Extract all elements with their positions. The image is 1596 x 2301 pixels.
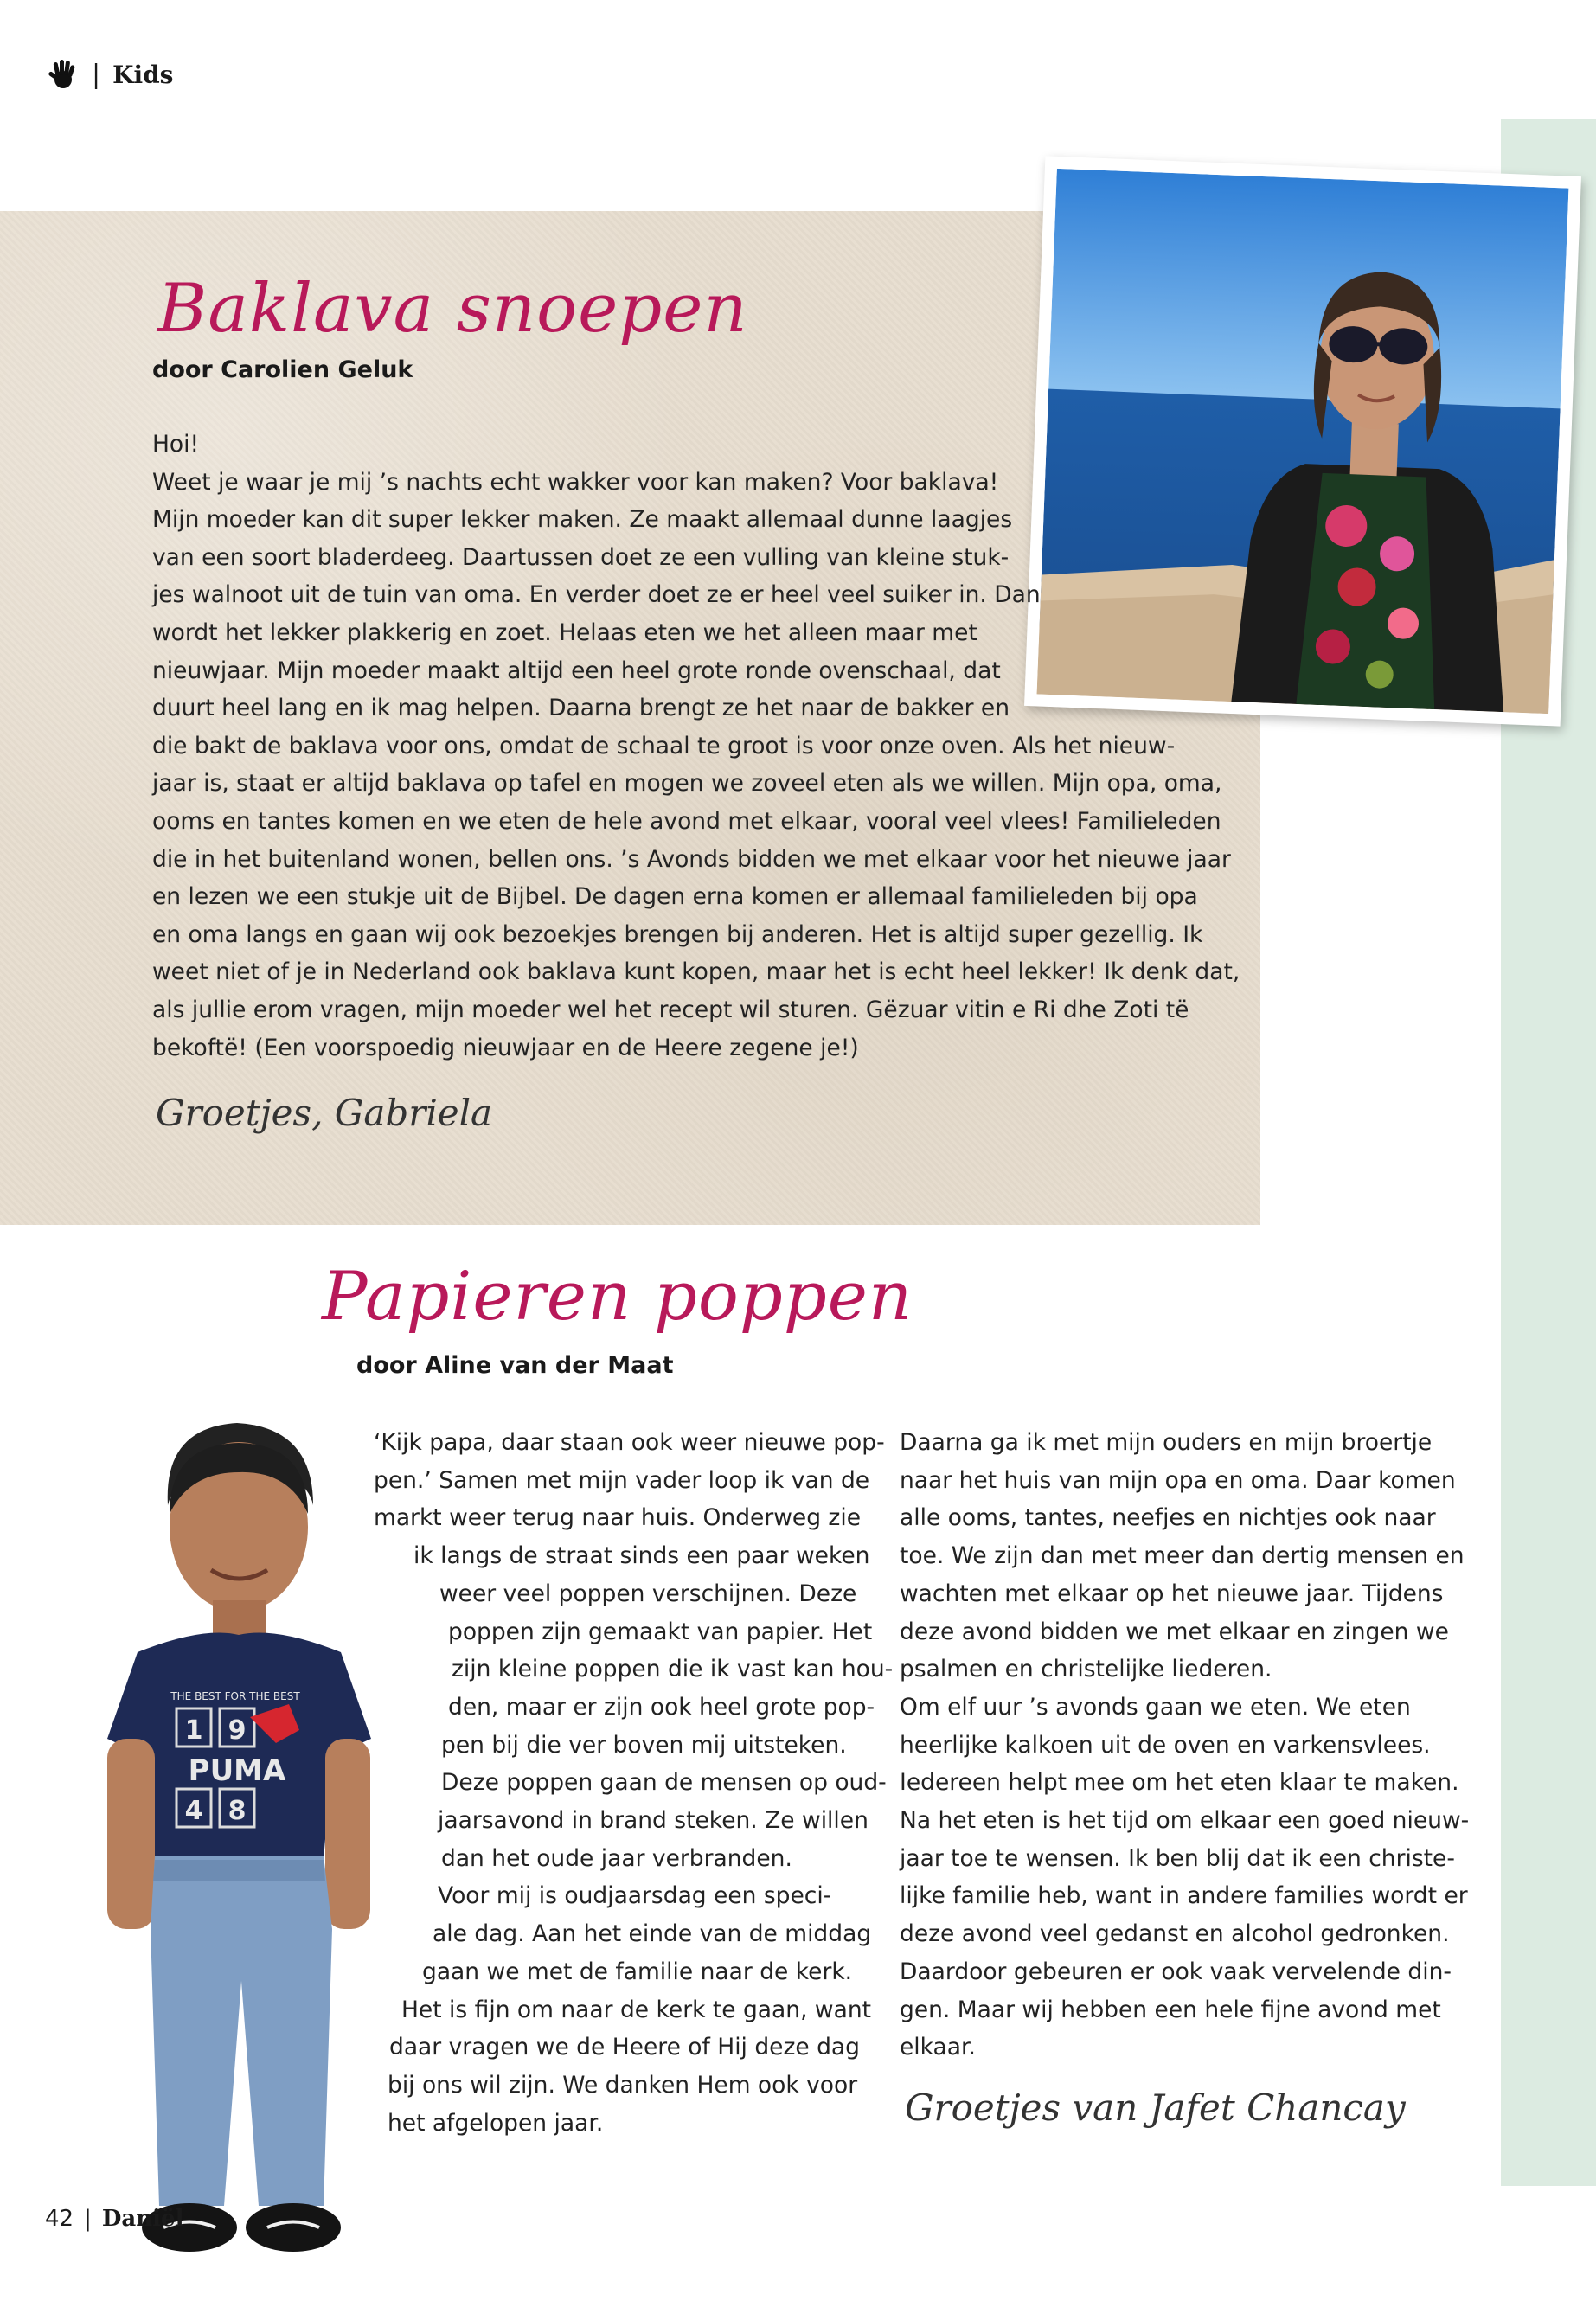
article2-left-line: zijn kleine poppen die ik vast kan hou- — [452, 1656, 894, 1683]
article2-left-line: ‘Kijk papa, daar staan ook weer nieuwe pop- — [374, 1429, 885, 1456]
article2-byline: door Aline van der Maat — [356, 1352, 674, 1379]
article2-right-line: psalmen en christelijke liederen. — [900, 1656, 1272, 1683]
article1-line: ooms en tantes komen en we eten de hele avond met elkaar, vooral veel vlees! Familieleden — [152, 807, 1221, 835]
article1-line: bekoftë! (Een voorspoedig nieuwjaar en de Heere zegene je!) — [152, 1034, 859, 1061]
article1-body — [152, 426, 1242, 1067]
header-separator: | — [92, 59, 101, 90]
article2-signature: Groetjes van Jafet Chancay — [905, 2086, 1406, 2129]
article2-left-line: Voor mij is oudjaarsdag een speci- — [438, 1882, 832, 1910]
article2-right-line: gen. Maar wij hebben een hele fijne avond met — [900, 1996, 1441, 2023]
shirt-brand: PUMA — [188, 1753, 286, 1788]
article2-right-line: heerlijke kalkoen uit de oven en varkensvlees. — [900, 1731, 1431, 1759]
article2-left-line: den, maar er zijn ook heel grote pop- — [448, 1693, 875, 1721]
article2-right-line: alle ooms, tantes, neefjes en nichtjes ook naar — [900, 1504, 1436, 1532]
article1-line: Weet je waar je mij ’s nachts echt wakker voor kan maken? Voor baklava! — [152, 468, 999, 496]
article2-right-line: naar het huis van mijn opa en oma. Daar komen — [900, 1466, 1456, 1494]
article1-line: jes walnoot uit de tuin van oma. En verder doet ze er heel veel suiker in. Dan — [152, 581, 1041, 609]
section-label: Kids — [112, 60, 174, 89]
article1-byline: door Carolien Geluk — [152, 356, 413, 383]
hand-icon — [48, 58, 80, 91]
article2-title: Papieren poppen — [322, 1258, 913, 1336]
article2-right-line: Daardoor gebeuren er ook vaak vervelende din- — [900, 1958, 1452, 1985]
article1-line: en lezen we een stukje uit de Bijbel. De dagen erna komen er allemaal familieleden bij opa — [152, 883, 1198, 911]
article2-left-line: dan het oude jaar verbranden. — [441, 1844, 792, 1872]
article2-left-line: poppen zijn gemaakt van papier. Het — [448, 1618, 873, 1645]
article2-left-line: jaarsavond in brand steken. Ze willen — [438, 1807, 869, 1835]
article1-line: Mijn moeder kan dit super lekker maken. Ze maakt allemaal dunne laagjes — [152, 506, 1013, 534]
article2-right-line: elkaar. — [900, 2034, 976, 2061]
article1-line: nieuwjaar. Mijn moeder maakt altijd een heel grote ronde ovenschaal, dat — [152, 657, 1001, 684]
shirt-digit: 1 — [184, 1715, 203, 1746]
magazine-name: Daniël — [101, 2206, 184, 2232]
article2-right-line: deze avond veel gedanst en alcohol gedronken. — [900, 1920, 1450, 1948]
article2-column-right — [900, 1424, 1470, 2067]
article2-left-line: Deze poppen gaan de mensen op oud- — [441, 1769, 887, 1797]
article1-line: jaar is, staat er altijd baklava op tafel en mogen we zoveel eten als we willen. Mijn opa, oma, — [152, 770, 1222, 798]
article2-right-line: Iedereen helpt mee om het eten klaar te maken. — [900, 1769, 1459, 1797]
article1-line: duurt heel lang en ik mag helpen. Daarna brengt ze het naar de bakker en — [152, 695, 1010, 722]
article2-left-line: bij ons wil zijn. We danken Hem ook voor — [388, 2071, 858, 2099]
article1-line: van een soort bladerdeeg. Daartussen doet ze een vulling van kleine stuk- — [152, 543, 1010, 571]
article2-right-line: toe. We zijn dan met meer dan dertig mensen en — [900, 1542, 1465, 1570]
article2-left-line: Het is fijn om naar de kerk te gaan, want — [401, 1996, 872, 2023]
article2-right-line: deze avond bidden we met elkaar en zingen we — [900, 1618, 1449, 1645]
article2-left-line: pen.’ Samen met mijn vader loop ik van de — [374, 1466, 870, 1494]
article1-line: weet niet of je in Nederland ook baklava kunt kopen, maar het is echt heel lekker! Ik denk dat, — [152, 958, 1240, 986]
page-footer — [45, 2206, 183, 2232]
article1-line: wordt het lekker plakkerig en zoet. Helaas eten we het alleen maar met — [152, 619, 977, 646]
article2-left-line: weer veel poppen verschijnen. Deze — [439, 1580, 857, 1607]
article1-signature: Groetjes, Gabriela — [156, 1092, 493, 1134]
shirt-digit: 9 — [228, 1715, 247, 1746]
article1-title: Baklava snoepen — [157, 270, 748, 348]
article1-line: die in het buitenland wonen, bellen ons. ’s Avonds bidden we met elkaar voor het nieuwe jaar — [152, 845, 1231, 873]
article2-left-line: markt weer terug naar huis. Onderweg zie — [374, 1504, 862, 1532]
article1-line: en oma langs en gaan wij ook bezoekjes brengen bij anderen. Het is altijd super gezellig. Ik — [152, 920, 1203, 948]
shirt-digit: 4 — [184, 1796, 203, 1826]
article1-line: als jullie erom vragen, mijn moeder wel het recept wil sturen. Gëzuar vitin e Ri dhe Zoti të — [152, 996, 1189, 1023]
article2-left-line: het afgelopen jaar. — [388, 2109, 604, 2137]
page-number: 42 — [45, 2206, 74, 2232]
article2-column-left — [0, 1424, 894, 2142]
shirt-digit: 8 — [228, 1796, 247, 1826]
section-header — [48, 57, 173, 92]
article2-left-line: gaan we met de familie naar de kerk. — [422, 1958, 853, 1985]
article1-line: Hoi! — [152, 431, 200, 458]
article2-left-line: daar vragen we de Heere of Hij deze dag — [389, 2034, 860, 2061]
article2-right-line: lijke familie heb, want in andere families wordt er — [900, 1882, 1468, 1910]
article2-left-line: ale dag. Aan het einde van de middag — [433, 1920, 872, 1948]
shirt-text-line: THE BEST FOR THE BEST — [170, 1690, 300, 1702]
article2-right-line: Daarna ga ik met mijn ouders en mijn broertje — [900, 1429, 1433, 1456]
article2-left-line: ik langs de straat sinds een paar weken — [413, 1542, 870, 1570]
footer-separator: | — [84, 2206, 92, 2232]
article2-right-line: jaar toe te wensen. Ik ben blij dat ik een christe- — [900, 1844, 1455, 1872]
article2-left-line: pen bij die ver boven mij uitsteken. — [441, 1731, 847, 1759]
article2-right-line: Na het eten is het tijd om elkaar een goed nieuw- — [900, 1807, 1470, 1835]
article1-line: die bakt de baklava voor ons, omdat de schaal te groot is voor onze oven. Als het nieuw- — [152, 732, 1176, 760]
article2-right-line: Om elf uur ’s avonds gaan we eten. We eten — [900, 1693, 1411, 1721]
article2-right-line: wachten met elkaar op het nieuwe jaar. Tijdens — [900, 1580, 1444, 1607]
